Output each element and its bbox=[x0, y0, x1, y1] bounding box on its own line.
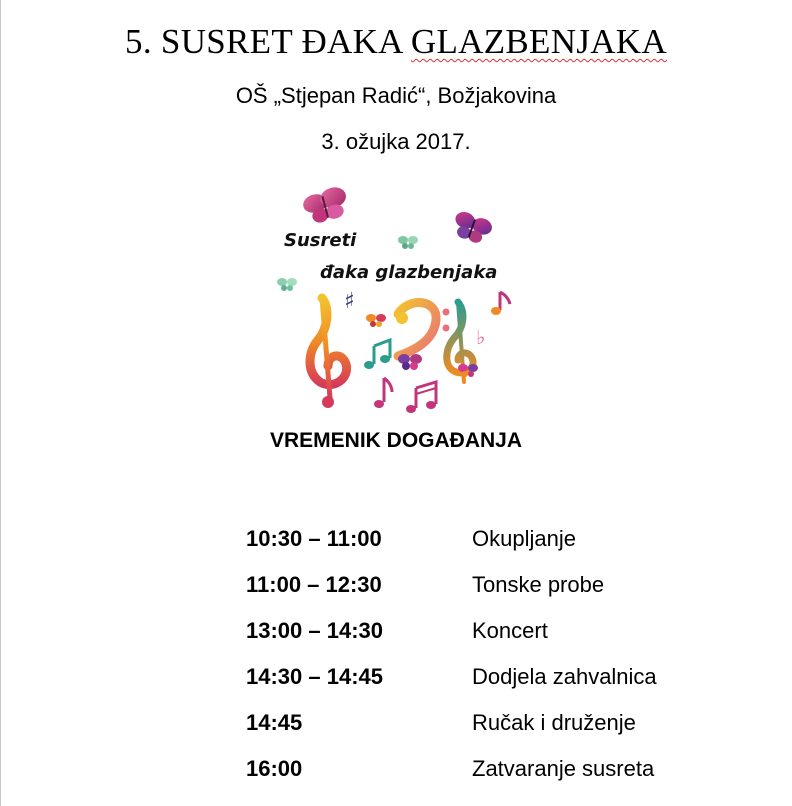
schedule-row bbox=[246, 562, 766, 608]
butterfly-icon bbox=[450, 209, 495, 246]
schedule-time: 13:00 – 14:30 bbox=[246, 618, 383, 643]
sharp-icon: ♯ bbox=[344, 289, 355, 314]
music-note-icon bbox=[374, 378, 392, 408]
schedule-time: 16:00 bbox=[246, 756, 303, 781]
schedule-time: 14:45 bbox=[246, 710, 303, 735]
page-edge bbox=[0, 0, 1, 806]
music-note-icon bbox=[491, 292, 510, 315]
butterfly-icon bbox=[277, 278, 297, 291]
event-date: 3. ožujka 2017. bbox=[321, 129, 471, 154]
butterfly-icon bbox=[398, 354, 422, 370]
butterfly-icon bbox=[398, 236, 418, 249]
flat-icon: ♭ bbox=[476, 325, 486, 349]
treble-clef-icon bbox=[310, 298, 347, 408]
schedule-table bbox=[246, 516, 766, 792]
title-spellcheck-word: GLAZBENJAKA bbox=[410, 22, 667, 61]
schedule-time: 14:30 – 14:45 bbox=[246, 664, 383, 689]
schedule-heading: VREMENIK DOGAĐANJA bbox=[269, 429, 523, 452]
schedule-event: Okupljanje bbox=[472, 526, 576, 551]
schedule-row bbox=[246, 654, 766, 700]
schedule-event: Koncert bbox=[472, 618, 548, 643]
logo-text-line2: đaka glazbenjaka bbox=[320, 262, 498, 283]
schedule-row bbox=[246, 608, 766, 654]
bass-clef-icon bbox=[396, 303, 450, 356]
schedule-event: Dodjela zahvalnica bbox=[472, 664, 657, 689]
music-note-icon bbox=[406, 382, 436, 413]
school-name: OŠ „Stjepan Radić“, Božjakovina bbox=[235, 83, 557, 108]
schedule-time: 10:30 – 11:00 bbox=[246, 526, 382, 551]
butterfly-icon bbox=[366, 314, 386, 327]
logo-text-line1: Susreti bbox=[284, 230, 357, 251]
music-note-icon bbox=[364, 340, 390, 369]
schedule-row bbox=[246, 746, 766, 792]
schedule-event: Ručak i druženje bbox=[472, 710, 636, 735]
schedule-event: Tonske probe bbox=[472, 572, 605, 597]
schedule-time: 11:00 – 12:30 bbox=[246, 572, 382, 597]
schedule-row bbox=[246, 700, 766, 746]
title-prefix: 5. SUSRET ĐAKA bbox=[125, 22, 411, 61]
event-logo bbox=[270, 178, 530, 418]
schedule-event: Zatvaranje susreta bbox=[472, 756, 655, 781]
schedule-row bbox=[246, 516, 766, 562]
butterfly-icon bbox=[301, 185, 352, 226]
document-title bbox=[0, 22, 792, 62]
